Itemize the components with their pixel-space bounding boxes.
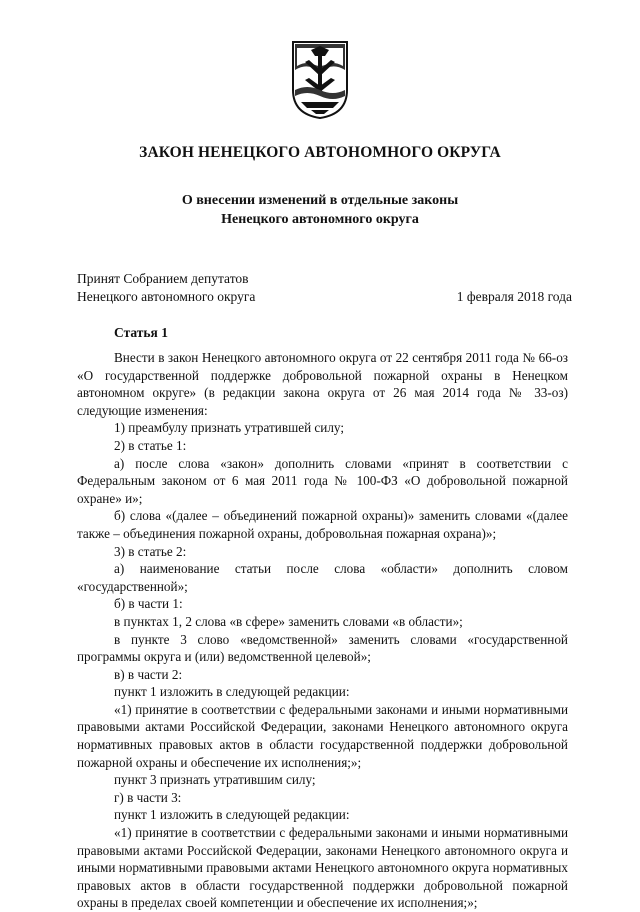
article-heading: Статья 1 — [114, 325, 168, 340]
adoption-line-2: Ненецкого автономного округа — [77, 289, 256, 304]
paragraph: в) в части 2: — [114, 666, 183, 682]
law-subtitle-line-2: Ненецкого автономного округа — [221, 212, 419, 227]
article-body — [77, 349, 568, 912]
paragraph: в пунктах 1, 2 слова «в сфере» заменить словами «в области»; — [114, 613, 463, 629]
paragraph: пункт 3 признать утратившим силу; — [114, 772, 316, 788]
adoption-date: 1 февраля 2018 года — [456, 289, 572, 304]
paragraph: г) в части 3: — [114, 789, 182, 805]
adoption-line-1: Принят Собранием депутатов — [77, 271, 249, 286]
nao-coat-of-arms-icon — [291, 40, 349, 120]
law-title: ЗАКОН НЕНЕЦКОГО АВТОНОМНОГО ОКРУГА — [139, 144, 501, 161]
paragraph: пункт 1 изложить в следующей редакции: — [114, 807, 350, 823]
paragraph: а) после слова «закон» дополнить словами «принят в соответствии с Федеральным законом от 6 мая 2011 года № 100-ФЗ «О добровольной пожарной охране» и»; — [77, 455, 568, 506]
paragraph: а) наименование статьи после слова «области» дополнить словом «государственной»; — [77, 561, 568, 594]
paragraph: пункт 1 изложить в следующей редакции: — [114, 684, 350, 700]
paragraph: «1) принятие в соответствии с федеральными законами и иными нормативными правовыми актами Российской Федерации, законами Ненецкого автономного округа и иными нормативными правовыми актами Ненецкого автономного округа нормативных правовых актов в области государственной поддержки добровольной пожарной охраны в пределах своей компетенции и обеспечение их исполнения;»; — [77, 825, 568, 911]
paragraph: Внести в закон Ненецкого автономного округа от 22 сентября 2011 года № 66-оз «О государственной поддержке добровольной пожарной охраны в Ненецком автономном округе» (в редакции закона округа от 26 мая 2014 года № 33-оз) следующие изменения: — [77, 350, 568, 418]
paragraph: в пункте 3 слово «ведомственной» заменить словами «государственной программы округа и (или) ведомственной целевой»; — [77, 631, 568, 665]
law-subtitle-line-1: О внесении изменений в отдельные законы — [181, 193, 459, 208]
paragraph: 1) преамбулу признать утратившей силу; — [114, 420, 345, 436]
paragraph: б) слова «(далее – объединений пожарной охраны)» заменить словами «(далее также – объединения пожарной охраны, добровольная пожарная охрана)»; — [77, 508, 568, 541]
paragraph: 3) в статье 2: — [114, 543, 187, 559]
paragraph: «1) принятие в соответствии с федеральными законами и иными нормативными правовыми актами Российской Федерации, законами Ненецкого автономного округа нормативных правовых актов в области государственной поддержки добровольной пожарной охраны и обеспечение их исполнения;»; — [77, 701, 568, 770]
paragraph: б) в части 1: — [114, 596, 183, 612]
paragraph: 2) в статье 1: — [114, 437, 187, 453]
